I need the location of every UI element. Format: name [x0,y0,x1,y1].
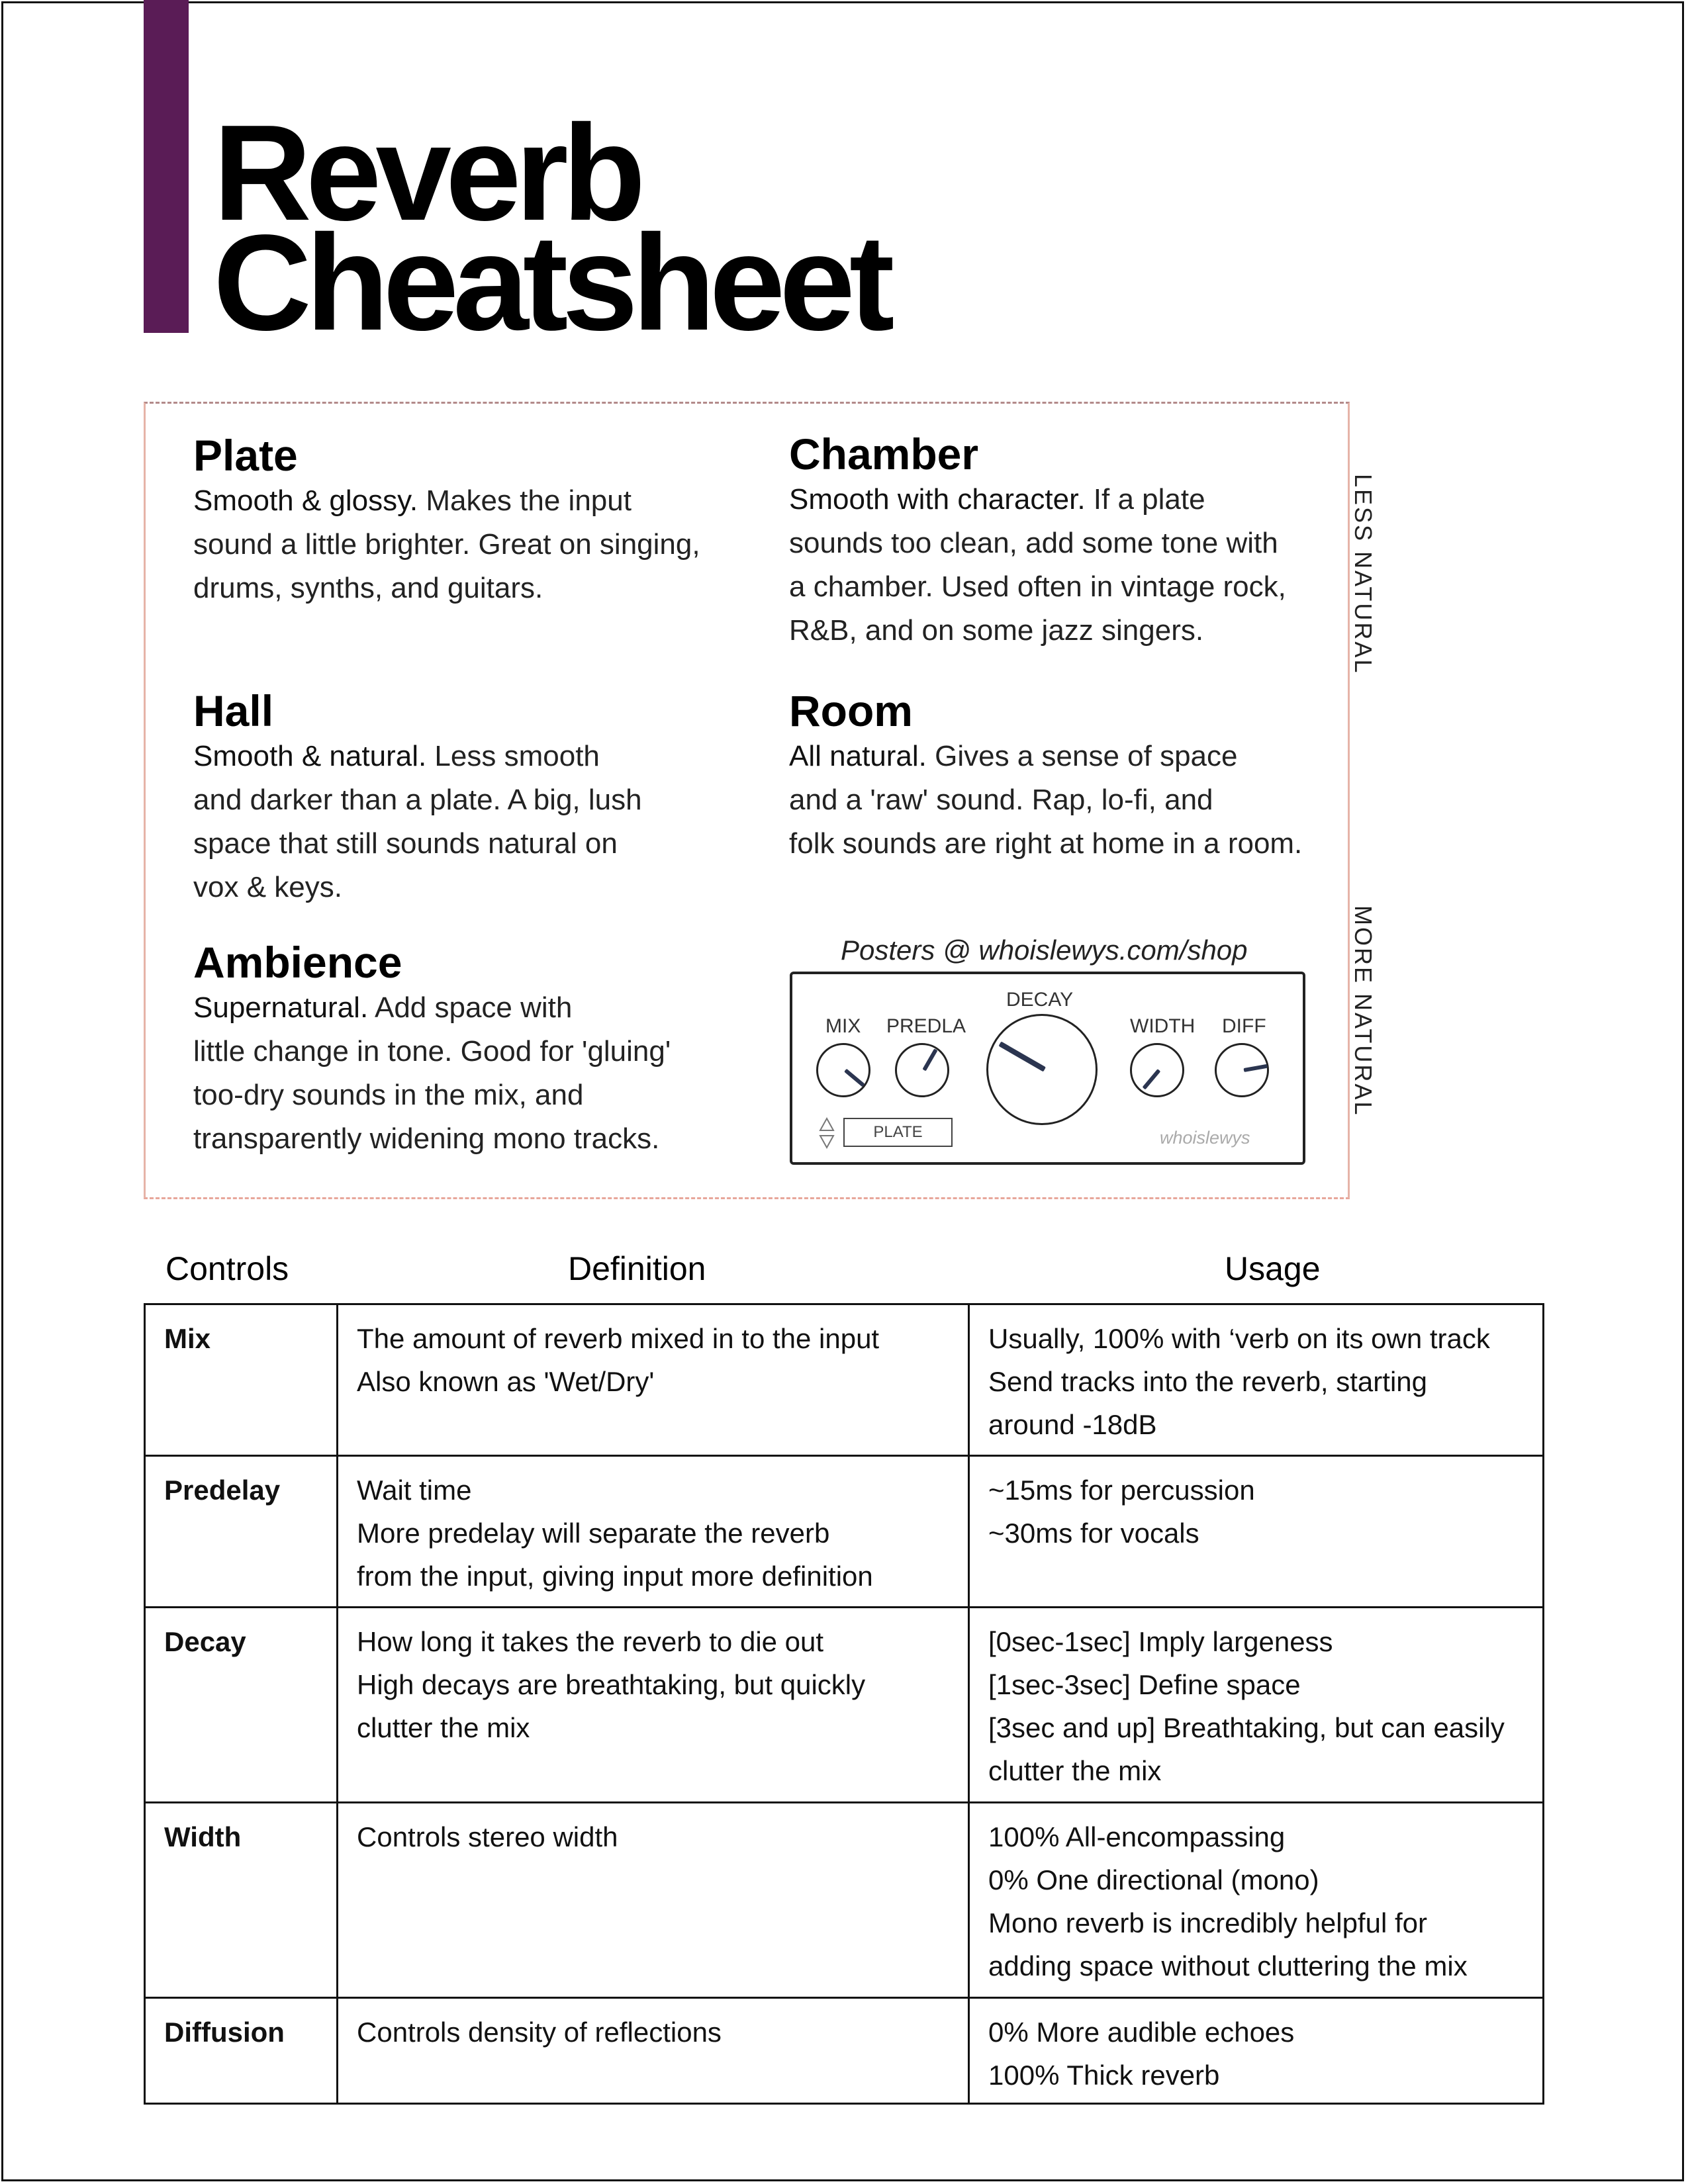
control-definition: The amount of reverb mixed in to the input Also known as 'Wet/Dry' [338,1304,969,1456]
control-name: Diffusion [145,1998,338,2104]
table-row-mix [145,1304,1544,1456]
type-name: Plate [193,431,298,480]
control-definition: Controls density of reflections [338,1998,969,2104]
table-row-diffusion [145,1998,1544,2104]
type-ambience [193,938,671,1161]
type-name: Hall [193,686,274,735]
knob-label-decay: DECAY [1006,989,1074,1011]
title-line-1: Reverb [213,97,640,249]
diff-knob[interactable] [1215,1043,1269,1097]
title-line-2: Cheatsheet [213,206,889,359]
table-row-predelay [145,1456,1544,1608]
predelay-knob[interactable] [895,1043,949,1097]
type-room [789,687,1302,866]
type-description: Smooth with character. If a plate sounds too clean, add some tone with a chamber. Used often in vintage rock, R&B, and on some jazz singers. [789,483,1286,647]
less-natural-label: LESS NATURAL [1350,474,1377,675]
control-definition: Controls stereo width [338,1803,969,1998]
table-row-decay [145,1608,1544,1803]
type-name: Room [789,686,913,735]
page-title [213,97,889,359]
control-name: Width [145,1803,338,1998]
header-definition: Definition [568,1250,706,1287]
control-usage: ~15ms for percussion ~30ms for vocals [969,1456,1544,1608]
type-hall [193,687,642,909]
poster-link[interactable]: Posters @ whoislewys.com/shop [841,934,1248,966]
type-name: Chamber [789,430,979,478]
control-usage: [0sec-1sec] Imply largeness [1sec-3sec] Define space [3sec and up] Breathtaking, but can easily clutter the mix [969,1608,1544,1803]
control-usage: 0% More audible echoes 100% Thick reverb [969,1998,1544,2104]
type-description: Smooth & natural. Less smooth and darker than a plate. A big, lush space that still sounds natural on vox & keys. [193,740,642,903]
more-natural-label: MORE NATURAL [1350,905,1377,1117]
type-name: Ambience [193,938,402,987]
decay-knob[interactable] [986,1014,1098,1125]
controls-table [144,1303,1544,2105]
header-usage: Usage [1225,1250,1321,1287]
type-description: Smooth & glossy. Makes the input sound a little brighter. Great on singing, drums, synths, and guitars. [193,484,700,604]
control-name: Decay [145,1608,338,1803]
control-usage: Usually, 100% with ‘verb on its own track Send tracks into the reverb, starting around -18dB [969,1304,1544,1456]
knob-label-predelay: PREDLA [886,1015,966,1037]
width-knob[interactable] [1130,1043,1184,1097]
up-down-arrows-icon[interactable] [818,1116,836,1150]
type-chamber [789,430,1286,653]
knob-label-mix: MIX [825,1015,861,1037]
preset-selector[interactable]: PLATE [843,1118,953,1147]
knob-label-diff: DIFF [1222,1015,1266,1037]
control-name: Predelay [145,1456,338,1608]
header-controls: Controls [165,1250,289,1287]
mix-knob[interactable] [816,1043,870,1097]
plugin-brand-logo: whoislewys [1160,1128,1250,1148]
type-plate [193,432,700,610]
reverb-plugin-illustration [790,972,1305,1165]
knob-label-width: WIDTH [1130,1015,1196,1037]
control-usage: 100% All-encompassing 0% One directional (mono) Mono reverb is incredibly helpful for adding space without cluttering the mix [969,1803,1544,1998]
control-definition: How long it takes the reverb to die out High decays are breathtaking, but quickly clutter the mix [338,1608,969,1803]
type-description: All natural. Gives a sense of space and a 'raw' sound. Rap, lo-fi, and folk sounds are right at home in a room. [789,740,1303,860]
control-name: Mix [145,1304,338,1456]
title-accent-bar [144,0,189,333]
table-row-width [145,1803,1544,1998]
control-definition: Wait time More predelay will separate the reverb from the input, giving input more definition [338,1456,969,1608]
type-description: Supernatural. Add space with little change in tone. Good for 'gluing' too-dry sounds in the mix, and transparently widening mono tracks. [193,991,671,1155]
